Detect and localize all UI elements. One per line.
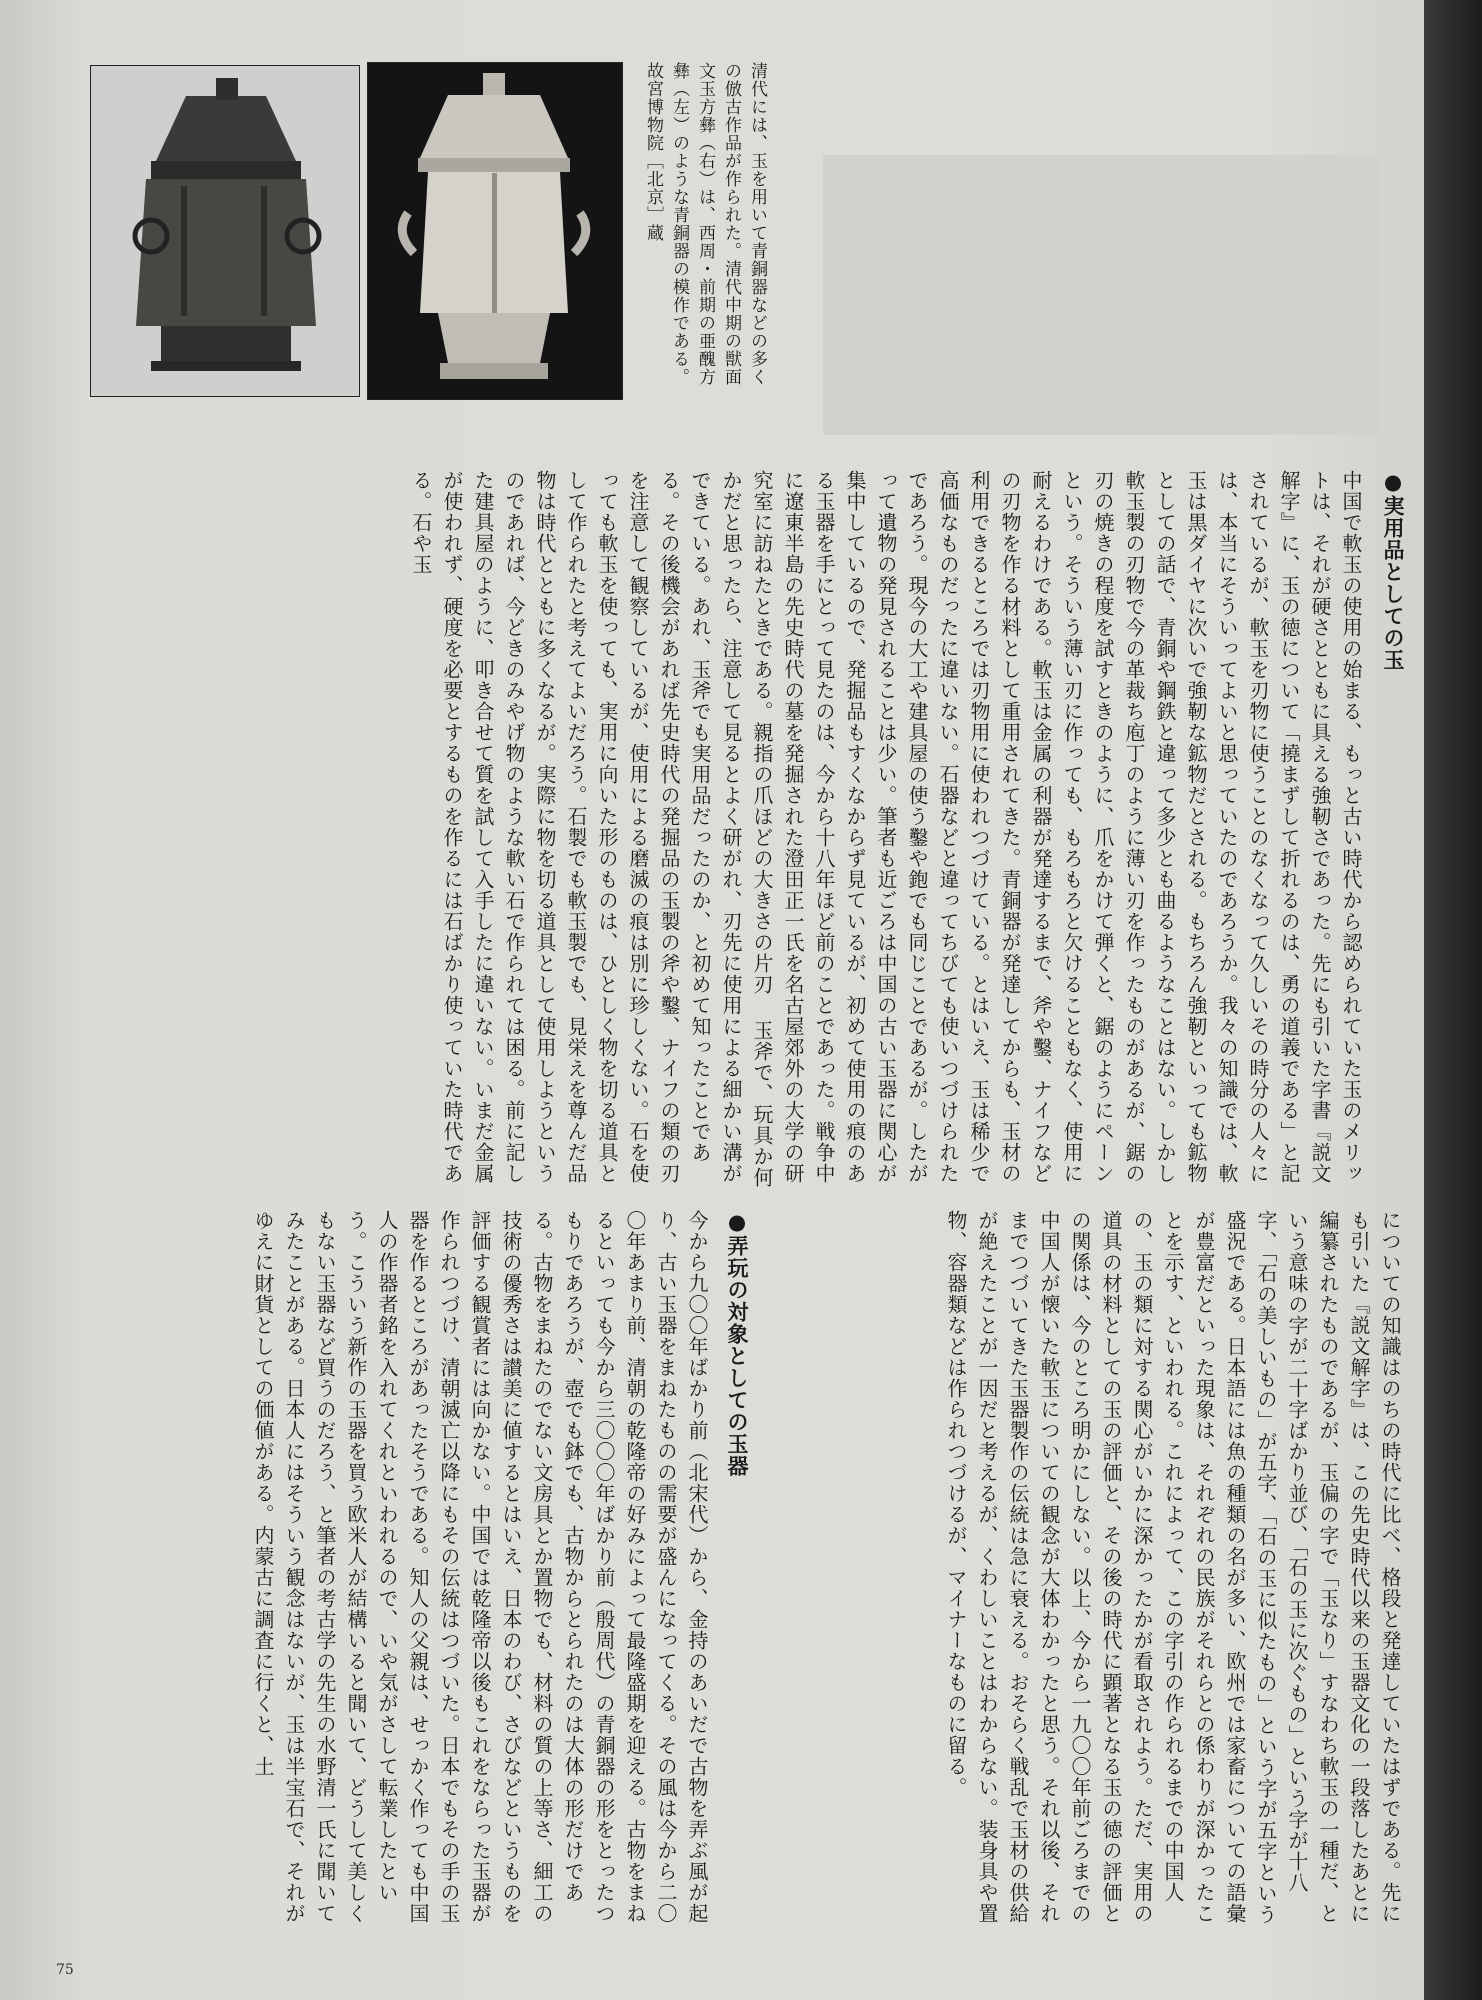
photo-caption: 清代には、玉を用いて青銅器などの多くの倣古作品が作られた。清代中期の獣面文玉方彝（右）は、西周・前期の亜醜方彝（左）のような青銅器の模作である。故宮博物院［北京］蔵	[643, 62, 767, 386]
bronze-vessel-photo	[90, 65, 360, 397]
section1-text: 中国で軟玉の使用の始まる、もっと古い時代から認められていた玉のメリットは、それが硬さとともに具える強靭さであった。先にも引いた字書『説文解字』に、玉の徳について「撓まずして折れるのは、勇の道義である」と記されているが、軟玉を刃物に使うことのなくなって久しいその時分の人々には、本当にそういってよいと思っていたのであろうか。我々の知識では、軟玉は黒ダイヤに次いで強靭な鉱物だとされる。もちろん強靭といっても鉱物としての話で、青銅や鋼鉄と違って多少とも曲るようなことはない。しかし軟玉製の刃物で今の革裁ち庖丁のように薄い刃を作ったものがあるが、鋸の刃の焼きの程度を試すときのように、爪をかけて弾くと、鋸のようにペーンという。そういう薄い刃に作っても、もろもろと欠けることもなく、使用に耐えるわけである。軟玉は金属の利器が発達するまで、斧や鑿、ナイフなどの刃物を作る材料として重用されてきた。青銅器が発達してからも、玉材の利用できるところでは刃物用に使われつづけている。とはいえ、玉は稀少で高価なものだったに違いない。石器などと違ってちびても使いつづけられたであろう。現今の大工や建具屋の使う鑿や鉋でも同じことであるが。したがって遺物の発見されることは少い。筆者も近ごろは中国の古い玉器に関心が集中しているので、発掘品もすくなからず見ているが、初めて使用の痕のある玉器を手にとって見たのは、今から十八年ほど前のことであった。戦争中に遼東半島の先史時代の墓を発掘された澄田正一氏を名古屋郊外の大学の研究室に訪ねたときである。親指の爪ほどの大きさの片刃 玉斧で、玩具か何かだと思ったら、注意して見るとよく研がれ、刃先に使用による細かい溝ができている。あれ、玉斧でも実用品だったのか、と初めて知ったことである。その後機会があれば先史時代の発掘品の玉製の斧や鑿、ナイフの類の刃を注意して観察しているが、使用による磨滅の痕は別に珍しくない。石を使っても軟玉を使っても、実用に向いた形のものは、ひとしく物を切る道具として作られたと考えてよいだろう。石製でも軟玉製でも、見栄えを尊んだ品物は時代とともに多くなるが。実際に物を切る道具として使用しようというのであれば、今どきのみやげ物のような軟い石で作られては困る。前に記した建具屋のように、叩き合せて質を試して入手したに違いない。いまだ金属が使われず、硬度を必要とするものを作るには石ばかり使っていた時代である。石や玉	[409, 470, 1363, 1188]
bronze-vessel-image	[91, 66, 359, 396]
section2-heading: ●弄玩の対象としての玉器	[725, 1210, 749, 1477]
page-number: 75	[56, 1962, 74, 1978]
blank-area	[823, 155, 1378, 435]
section2-text-a: についての知識はのちの時代に比べ、格段と発達していたはずである。先にも引いた『説文解字』は、この先史時代以来の玉器文化の一段落したあとに編纂されたものであるが、玉偏の字で「玉なり」すなわち軟玉の一種だ、という意味の字が二十字ばかり並び、「石の玉に次ぐもの」という字が十八字、「石の美しいもの」が五字、「石の玉に似たもの」という字が五字という盛況である。日本語には魚の種類の名が多い、欧州では家畜についての語彙が豊富だといった現象は、それぞれの民族がそれらとの係わりが深かったことを示す、といわれる。これによって、この字引の作られるまでの中国人の、玉の類に対する関心がいかに深かったかが看取されよう。ただ、実用の道具の材料としての玉の評価と、その後の時代に顕著となる玉の徳の評価との関係は、今のところ明かにしない。以上、今から一九〇〇年前ごろまでの中国人が懐いた軟玉についての観念が大体わかったと思う。それ以後、それまでつづいてきた玉器製作の伝統は急に衰える。おそらく戦乱で玉材の供給が絶えたことが一因だと考えるが、くわしいことはわからない。装身具や置物、容器類などは作られつづけるが、マイナーなものに留る。	[944, 1210, 1402, 1925]
section2-text-b: 今から九〇〇年ばかり前（北宋代）から、金持のあいだで古物を弄ぶ風が起り、古い玉器をまねたものの需要が盛んになってくる。その風は今から二〇〇年あまり前、清朝の乾隆帝の好みによって最隆盛期を迎える。古物をまねるといっても今から三〇〇〇年ばかり前（殷周代）の青銅器の形をとったつもりであろうが、壺でも鉢でも、古物からとられたのは大体の形だけである。古物をまねたのでない文房具とか置物でも、材料の質の上等さ、細工の技術の優秀さは讃美に値するとはいえ、日本のわび、さびなどというものを評価する観賞者には向かない。中国では乾隆帝以後もこれをならった玉器が作られつづけ、清朝滅亡以降にもその伝統はつづいた。日本でもその手の玉器を作るところがあったそうである。知人の父親は、せっかく作っても中国人の作器者銘を入れてくれといわれるので、いや気がさして転業したという。こういう新作の玉器を買う欧米人が結構いると聞いて、どうして美しくもない玉器など買うのだろう、と筆者の考古学の先生の水野清一氏に聞いてみたことがある。日本人にはそういう観念はないが、玉は半宝石で、それがゆえに財貨としての価値がある。内蒙古に調査に行くと、土	[251, 1210, 709, 1924]
section1-heading: ●実用品としての玉	[1381, 470, 1405, 671]
page-edge-shadow	[1424, 0, 1482, 2000]
